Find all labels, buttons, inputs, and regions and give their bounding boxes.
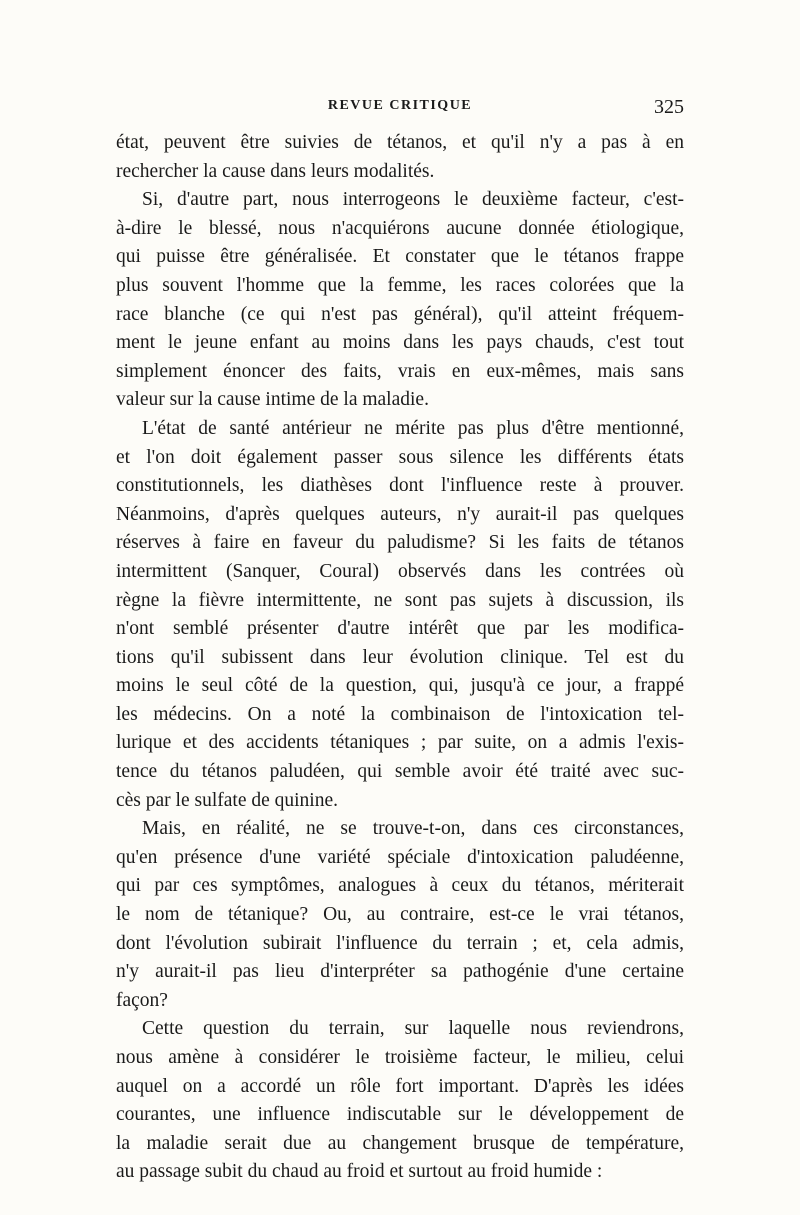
text-line: ment le jeune enfant au moins dans les pays chauds, c'est tout [116,332,684,354]
text-line: auquel on a accordé un rôle fort important. D'après les idées [116,1075,684,1097]
text-line: dont l'évolution subirait l'influence du terrain ; et, cela admis, [116,932,684,954]
text-line: courantes, une influence indiscutable sur le développement de [116,1104,684,1126]
text-line: à-dire le blessé, nous n'acquiérons aucune donnée étiologique, [116,217,684,239]
paragraph [116,415,684,815]
text-line: Néanmoins, d'après quelques auteurs, n'y aurait-il pas quelques [116,503,684,525]
text-line: n'y aurait-il pas lieu d'interpréter sa pathogénie d'une certaine [116,961,684,983]
text-line: simplement énoncer des faits, vrais en eux-mêmes, mais sans [116,360,684,382]
text-line: la maladie serait due au changement brusque de température, [116,1132,684,1154]
text-line: Si, d'autre part, nous interrogeons le deuxième facteur, c'est- [142,189,684,211]
text-line: les médecins. On a noté la combinaison de l'intoxication tel- [116,703,684,725]
text-line: qui par ces symptômes, analogues à ceux du tétanos, mériterait [116,875,684,897]
text-line: Cette question du terrain, sur laquelle nous reviendrons, [142,1018,684,1040]
text-line: lurique et des accidents tétaniques ; par suite, on a admis l'exis- [116,732,684,754]
text-line: qui puisse être généralisée. Et constater que le tétanos frappe [116,246,684,268]
running-title: REVUE CRITIQUE [327,98,473,113]
text-line: façon? [116,989,168,1011]
text-line: race blanche (ce qui n'est pas général), qu'il atteint fréquem- [116,303,684,325]
paragraph [116,186,684,415]
text-line: le nom de tétanique? Ou, au contraire, est-ce le vrai tétanos, [116,904,684,926]
paragraph [116,129,684,186]
text-line: tions qu'il subissent dans leur évolution clinique. Tel est du [116,646,684,668]
text-line: L'état de santé antérieur ne mérite pas plus d'être mentionné, [142,417,684,439]
paragraph [116,815,684,1015]
text-line: valeur sur la cause intime de la maladie. [116,389,429,411]
text-line: constitutionnels, les diathèses dont l'influence reste à prouver. [116,475,684,497]
text-line: qu'en présence d'une variété spéciale d'intoxication paludéenne, [116,846,684,868]
text-line: Mais, en réalité, ne se trouve-t-on, dans ces circonstances, [142,818,684,840]
running-head [116,98,684,122]
paragraph [116,1015,684,1187]
text-line: nous amène à considérer le troisième facteur, le milieu, celui [116,1047,684,1068]
text-line: et l'on doit également passer sous silence les différents états [116,446,684,468]
text-line: rechercher la cause dans leurs modalités. [116,160,435,182]
text-line: tence du tétanos paludéen, qui semble avoir été traité avec suc- [116,761,684,783]
text-line: règne la fièvre intermittente, ne sont pas sujets à discussion, ils [116,589,684,611]
text-line: cès par le sulfate de quinine. [116,789,338,811]
text-line: moins le seul côté de la question, qui, jusqu'à ce jour, a frappé [116,675,684,697]
body-text [116,129,684,1187]
text-line: n'ont semblé présenter d'autre intérêt que par les modifica- [116,618,684,640]
text-line: réserves à faire en faveur du paludisme? Si les faits de tétanos [116,532,684,554]
text-line: intermittent (Sanquer, Coural) observés dans les contrées où [116,560,684,582]
page-number: 325 [654,96,684,118]
text-line: au passage subit du chaud au froid et surtout au froid humide : [116,1161,603,1183]
text-line: plus souvent l'homme que la femme, les races colorées que la [116,274,684,296]
text-line: état, peuvent être suivies de tétanos, et qu'il n'y a pas à en [116,132,684,153]
